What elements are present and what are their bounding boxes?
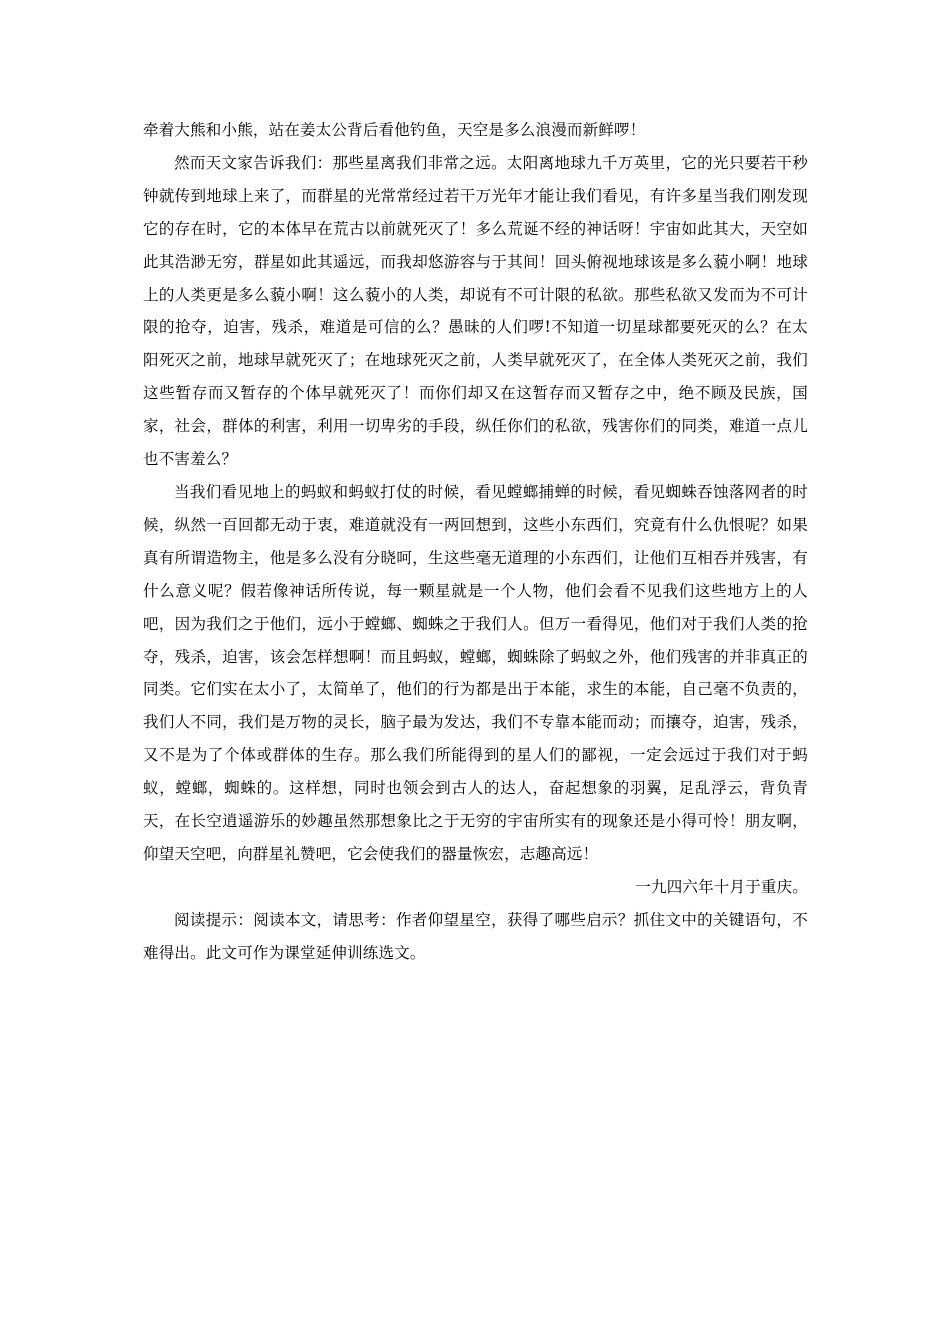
paragraph-astronomer: 然而天文家告诉我们：那些星离我们非常之远。太阳离地球九千万英里，它的光只要若干秒钟就传到地球上来了，而群星的光常常经过若干万光年才能让我们看见，有许多星当我们刚发现它的存在时，它的本体早在荒古以前就死灭了！多么荒诞不经的神话呀！宇宙如此其大，天空如此其浩渺无穷，群星如此其遥远，而我却悠游容与于其间！回头俯视地球该是多么藐小啊！地球上的人类更是多么藐小啊！这么藐小的人类，却说有不可计限的私欲。那些私欲又发而为不可计限的抢夺，迫害，残杀，难道是可信的么？愚昧的人们啰!不知道一切星球都要死灭的么？在太阳死灭之前，地球早就死灭了；在地球死灭之前，人类早就死灭了，在全体人类死灭之前，我们这些暂存而又暂存的个体早就死灭了！而你们却又在这暂存而又暂存之中，绝不顾及民族，国家，社会，群体的利害，利用一切卑劣的手段，纵任你们的私欲，残害你们的同类，难道一点儿也不害羞么？ [143,153,808,469]
date-signature: 一九四六年十月于重庆。 [635,877,808,896]
reading-tip: 阅读提示：阅读本文，请思考：作者仰望星空，获得了哪些启示？抓住文中的关键语句，不难得出。此文可作为课堂延伸训练选文。 [143,910,808,962]
paragraph-ants-mantis: 当我们看见地上的蚂蚁和蚂蚁打仗的时候，看见螳螂捕蝉的时候，看见蜘蛛吞蚀落网者的时候，纵然一百回都无动于衷，难道就没有一两回想到，这些小东西们，究竟有什么仇恨呢？如果真有所谓造物主，他是多么没有分晓呵，生这些毫无道理的小东西们，让他们互相吞并残害，有什么意义呢？假若像神话所传说，每一颗星就是一个人物，他们会看不见我们这些地方上的人吧，因为我们之于他们，远小于螳螂、蜘蛛之于我们人。但万一看得见，他们对于我们人类的抢夺，残杀，迫害，该会怎样想啊！而且蚂蚁，螳螂，蜘蛛除了蚂蚁之外，他们残害的并非真正的同类。它们实在太小了，太简单了，他们的行为都是出于本能，求生的本能，自己毫不负责的，我们人不同，我们是万物的灵长，脑子最为发达，我们不专靠本能而动；而攘夺，迫害，残杀，又不是为了个体或群体的生存。那么我们所能得到的星人们的鄙视，一定会远过于我们对于蚂蚁，螳螂，蜘蛛的。这样想，同时也领会到古人的达人，奋起想象的羽翼，足乱浮云，背负青天，在长空逍遥游乐的妙趣虽然那想象比之于无穷的宇宙所实有的现象还是小得可怜！朋友啊，仰望天空吧，向群星礼赞吧，它会使我们的器量恢宏，志趣高远！ [143,482,808,863]
document-page [143,114,808,970]
paragraph-continuation: 牵着大熊和小熊，站在姜太公背后看他钓鱼，天空是多么浪漫而新鲜啰！ [143,121,646,139]
